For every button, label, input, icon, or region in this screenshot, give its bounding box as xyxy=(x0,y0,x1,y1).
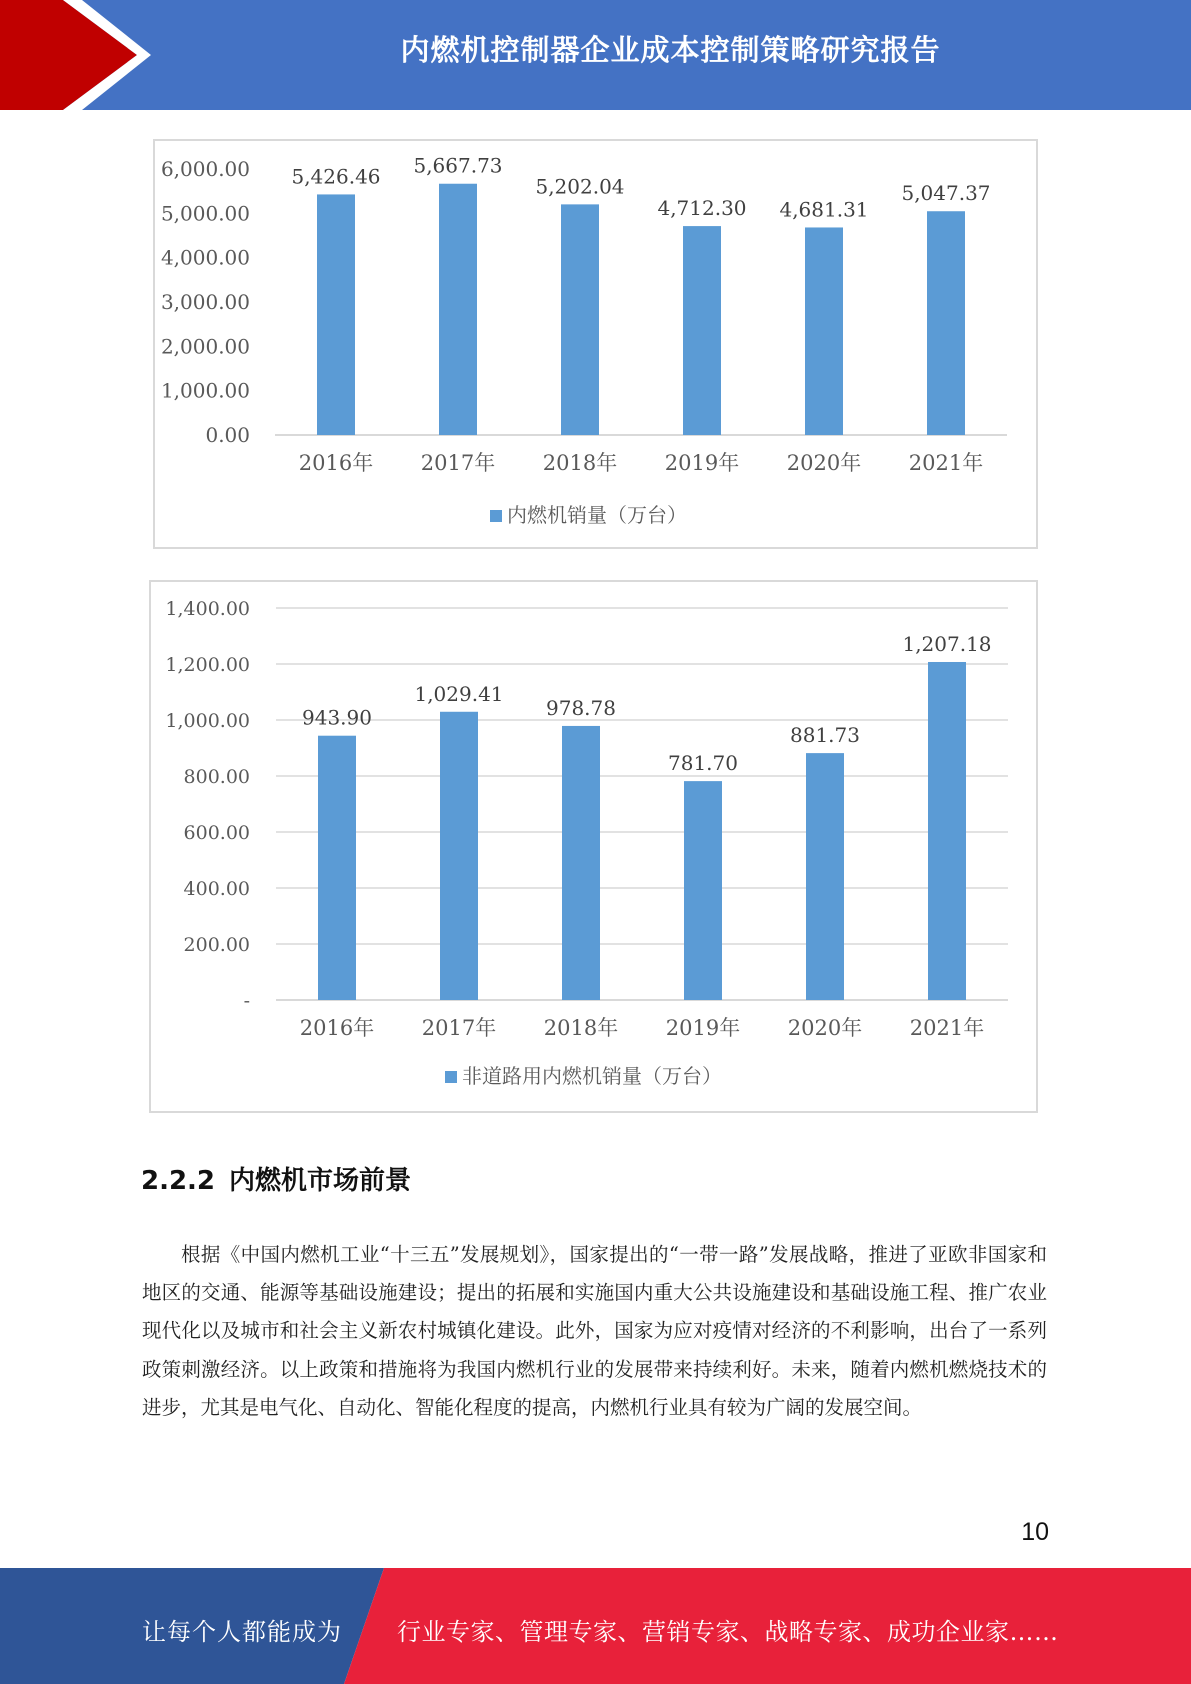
section-title: 内燃机市场前景 xyxy=(229,1166,412,1196)
y-tick-label: 800.00 xyxy=(183,766,250,788)
bar xyxy=(439,184,477,435)
engine-sales-chart-svg xyxy=(155,141,1036,547)
bar-value-label: 5,202.04 xyxy=(535,174,625,199)
bar xyxy=(806,753,844,1000)
x-category-label: 2017年 xyxy=(421,1016,497,1040)
y-tick-label: 0.00 xyxy=(205,423,250,447)
report-title: 内燃机控制器企业成本控制策略研究报告 xyxy=(400,33,941,67)
bar xyxy=(440,712,478,1000)
page-number: 10 xyxy=(1021,1518,1049,1546)
legend-label: 非道路用内燃机销量（万台） xyxy=(462,1064,722,1088)
y-tick-label: 400.00 xyxy=(183,878,250,900)
section-heading xyxy=(141,1160,411,1197)
y-tick-label: 200.00 xyxy=(183,934,250,956)
bar-value-label: 781.70 xyxy=(668,751,738,776)
x-category-label: 2020年 xyxy=(787,1016,863,1040)
section-number: 2.2.2 xyxy=(141,1166,216,1196)
x-category-label: 2019年 xyxy=(665,1016,741,1040)
bar xyxy=(562,726,600,1000)
bar xyxy=(805,227,843,435)
x-category-label: 2017年 xyxy=(420,451,496,475)
y-tick-label: 5,000.00 xyxy=(160,201,250,226)
bar xyxy=(928,662,966,1000)
y-tick-label: - xyxy=(243,990,250,1012)
footer-slogan-left: 让每个人都能成为 xyxy=(142,1618,342,1646)
bar-value-label: 978.78 xyxy=(546,695,616,720)
bar xyxy=(561,204,599,435)
bar-value-label: 1,029.41 xyxy=(414,681,504,706)
non-road-engine-sales-chart xyxy=(149,580,1038,1113)
engine-sales-chart xyxy=(153,139,1038,549)
bar xyxy=(927,211,965,435)
page-footer xyxy=(0,1568,1191,1684)
y-tick-label: 1,400.00 xyxy=(165,598,250,620)
body-paragraph: 根据《中国内燃机工业“十三五”发展规划》，国家提出的“一带一路”发展战略，推进了亚欧非国家和地区的交通、能源等基础设施建设；提出的拓展和实施国内重大公共设施建设和基础设施工程、推广农业现代化以及城市和社会主义新农村城镇化建设。此外，国家为应对疫情对经济的不利影响，出台了一系列政策刺激经济。以上政策和措施将为我国内燃机行业的发展带来持续利好。未来，随着内燃机燃烧技术的进步，尤其是电气化、自动化、智能化程度的提高，内燃机行业具有较为广阔的发展空间。 xyxy=(142,1243,1047,1419)
non-road-engine-sales-chart-svg xyxy=(151,582,1036,1111)
x-category-label: 2018年 xyxy=(542,451,618,475)
legend-swatch xyxy=(490,510,502,522)
bar-value-label: 881.73 xyxy=(790,723,860,748)
x-category-label: 2016年 xyxy=(298,451,374,475)
x-category-label: 2021年 xyxy=(909,1016,985,1040)
bar xyxy=(317,194,355,435)
page-header xyxy=(0,0,1191,110)
bar-value-label: 5,426.46 xyxy=(291,164,381,189)
y-tick-label: 3,000.00 xyxy=(160,290,250,314)
x-category-label: 2021年 xyxy=(908,451,984,475)
chart-legend xyxy=(445,1064,722,1088)
bar-value-label: 5,047.37 xyxy=(901,181,991,206)
legend-swatch xyxy=(445,1071,457,1083)
bar-value-label: 943.90 xyxy=(302,705,372,730)
bar xyxy=(684,781,722,1000)
x-category-label: 2018年 xyxy=(543,1016,619,1040)
footer-slogan-right: 行业专家、管理专家、营销专家、战略专家、成功企业家…… xyxy=(397,1618,1059,1646)
bar xyxy=(683,226,721,435)
y-tick-label: 1,200.00 xyxy=(165,654,250,676)
x-category-label: 2020年 xyxy=(786,451,862,475)
y-tick-label: 1,000.00 xyxy=(160,378,250,403)
x-category-label: 2019年 xyxy=(664,451,740,475)
bar-value-label: 4,681.31 xyxy=(779,197,869,222)
y-tick-label: 6,000.00 xyxy=(160,157,250,181)
chart-legend xyxy=(490,503,687,527)
bar-value-label: 4,712.30 xyxy=(657,196,747,221)
bar-value-label: 1,207.18 xyxy=(902,631,992,656)
bar-value-label: 5,667.73 xyxy=(413,153,503,178)
x-category-label: 2016年 xyxy=(299,1016,375,1040)
y-tick-label: 4,000.00 xyxy=(160,245,250,270)
legend-label: 内燃机销量（万台） xyxy=(507,503,687,527)
y-tick-label: 600.00 xyxy=(183,822,250,844)
y-tick-label: 2,000.00 xyxy=(160,334,250,359)
y-tick-label: 1,000.00 xyxy=(165,710,250,732)
bar xyxy=(318,736,356,1000)
